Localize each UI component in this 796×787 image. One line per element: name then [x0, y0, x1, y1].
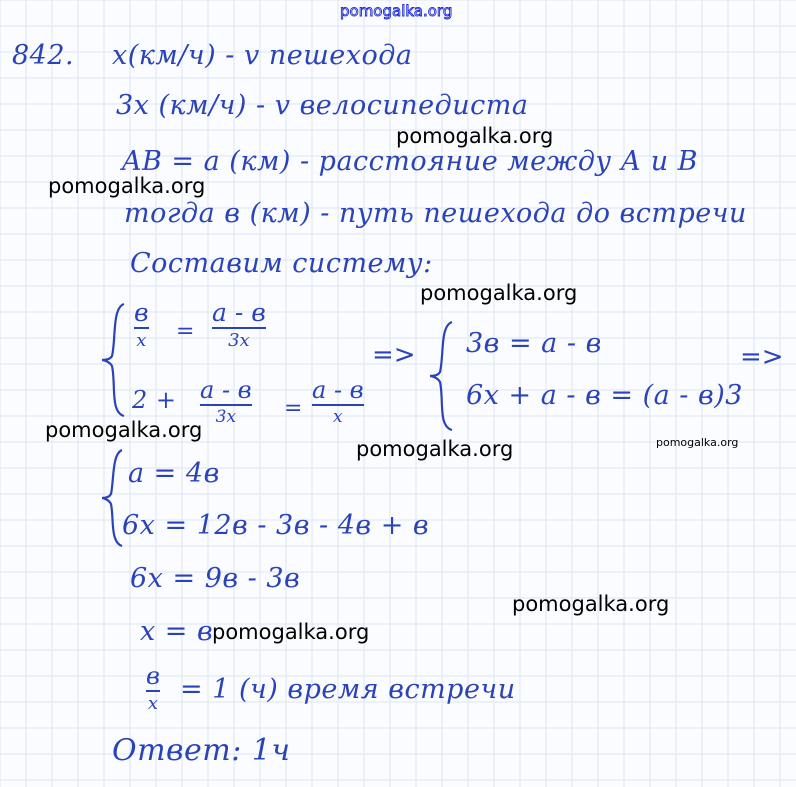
sys3-eq2: 6x = 12в - 3в - 4в + в	[122, 510, 430, 541]
numerator: в	[134, 298, 149, 327]
step-6x: 6x = 9в - 3в	[130, 563, 301, 594]
watermark-6: pomogalka.org	[512, 592, 670, 616]
watermark-5: pomogalka.org	[356, 437, 514, 461]
watermark-1: pomogalka.org	[396, 124, 554, 148]
sys2-eq1: 3в = а - в	[466, 328, 602, 359]
denominator: x	[333, 407, 343, 427]
time-fraction	[146, 664, 160, 713]
brace-system-1	[100, 300, 130, 420]
sys1-eq2-equals: =	[284, 396, 303, 421]
watermark-3: pomogalka.org	[420, 281, 578, 305]
time-result: = 1 (ч) время встречи	[180, 674, 516, 705]
fraction-bar	[134, 327, 149, 329]
fraction-bar	[200, 404, 252, 406]
numerator: а - в	[200, 376, 252, 404]
sys1-eq1-equals: =	[176, 319, 195, 344]
line-system-title: Составим систему:	[130, 248, 433, 279]
denominator: x	[147, 693, 159, 714]
sys1-eq1-lhs-fraction	[134, 300, 149, 350]
line-cyclist-speed: 3x (км/ч) - v велосипедиста	[116, 90, 529, 121]
answer: Ответ: 1ч	[112, 733, 291, 768]
watermark-small: pomogalka.org	[656, 436, 739, 449]
sys2-eq2: 6x + а - в = (а - в)3	[466, 380, 743, 411]
sys1-eq2-lhs-fraction	[200, 378, 252, 426]
fraction-bar	[146, 690, 160, 692]
watermark-top: pomogalka.org	[340, 2, 453, 20]
problem-number: 842.	[12, 40, 75, 71]
brace-system-2	[428, 318, 458, 434]
watermark-7: pomogalka.org	[212, 620, 370, 644]
denominator: 3x	[215, 407, 237, 427]
implies-arrow-1: =>	[372, 340, 416, 370]
line-path: тогда в (км) - путь пешехода до встречи	[124, 198, 747, 229]
fraction-bar	[312, 404, 364, 406]
numerator: а - в	[312, 376, 364, 404]
fraction-bar	[212, 327, 266, 329]
implies-arrow-2: =>	[740, 342, 784, 372]
sys1-eq2-term: 2 +	[132, 386, 177, 414]
line-distance: AB = a (км) - расстояние между А и В	[122, 146, 699, 177]
denominator: x	[136, 330, 147, 351]
watermark-4: pomogalka.org	[45, 418, 203, 442]
step-x-equals-b: x = в	[140, 616, 214, 647]
sys3-eq1: а = 4в	[128, 458, 220, 489]
sys1-eq1-rhs-fraction	[212, 300, 266, 350]
numerator: а - в	[212, 298, 266, 327]
numerator: в	[146, 662, 160, 690]
watermark-2: pomogalka.org	[48, 174, 206, 198]
sys1-eq2-rhs-fraction	[312, 378, 364, 426]
denominator: 3x	[228, 330, 250, 351]
line-pedestrian-speed: x(км/ч) - v пешехода	[112, 40, 413, 71]
